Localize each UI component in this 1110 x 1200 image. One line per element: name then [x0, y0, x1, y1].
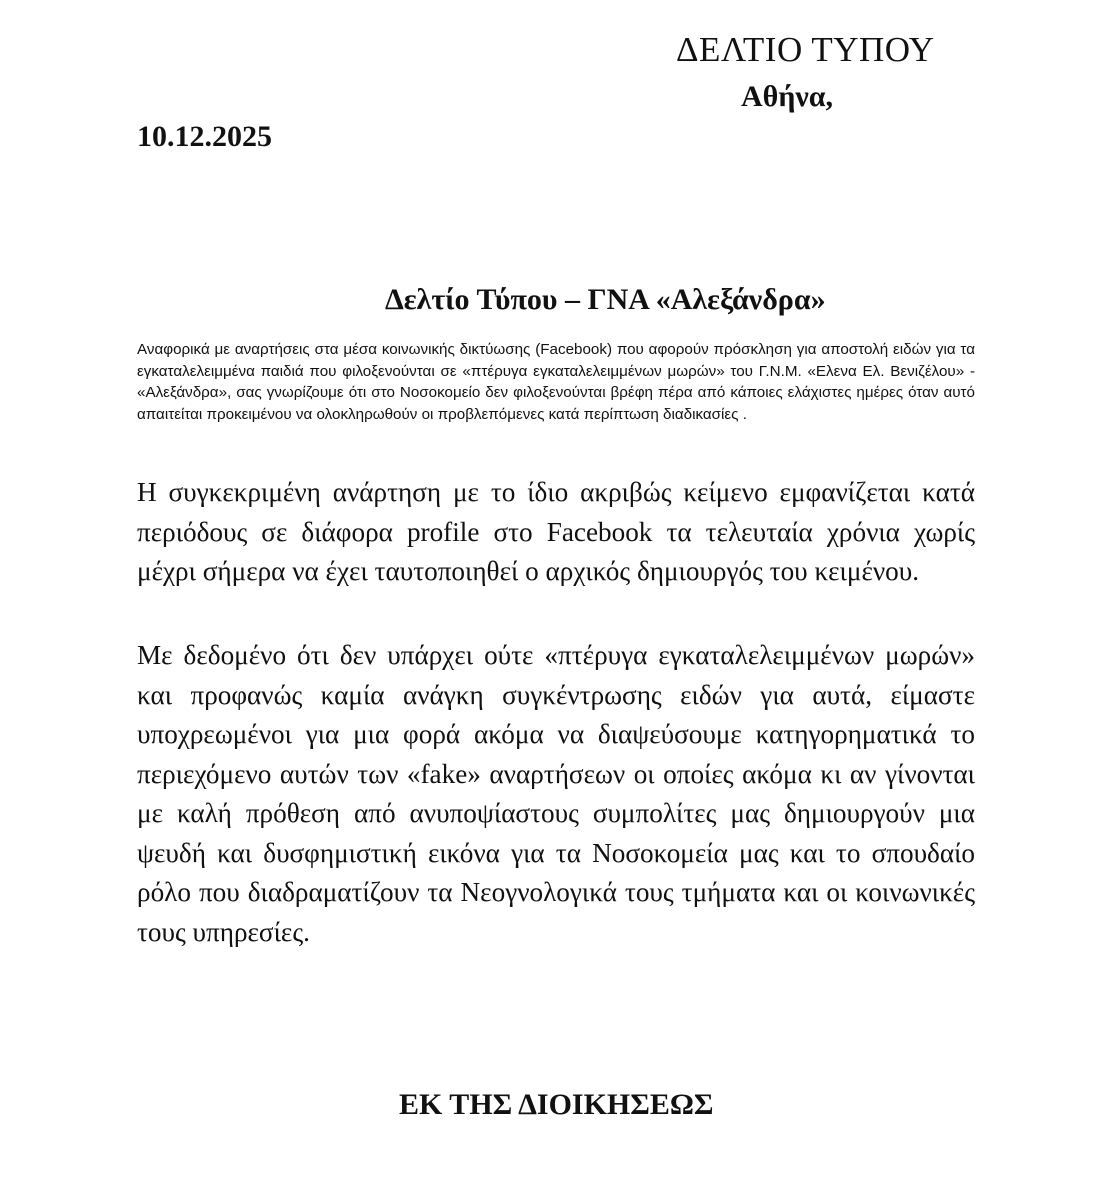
body-paragraph-2: Με δεδομένο ότι δεν υπάρχει ούτε «πτέρυγα εγκαταλελειμμένων μωρών» και προφανώς καμία ανάγκη συγκέντρωσης ειδών για αυτά, είμαστε υποχρεωμένοι για μια φορά ακόμα να διαψεύσουμε κατηγορηματικά το περιεχόμενο αυτών των «fake» αναρτήσεων οι οποίες ακόμα κι αν γίνονται με καλή πρόθεση από ανυποψίαστους συμπολίτες μας δημιουργούν μια ψευδή και δυσφημιστική εικόνα για τα Νοσοκομεία μας και το σπουδαίο ρόλο που διαδραματίζουν τα Νεογνολογικά τους τμήματα και οι κοινωνικές τους υπηρεσίες.: [137, 640, 975, 947]
city-label: Αθήνα,: [741, 80, 834, 113]
document-heading: Δελτίο Τύπου – ΓΝΑ «Αλεξάνδρα»: [385, 283, 826, 316]
press-release-label: ΔΕΛΤΙΟ ΤΥΠΟΥ: [676, 30, 935, 69]
document-date: 10.12.2025: [137, 120, 272, 153]
body-paragraph-1: Η συγκεκριμένη ανάρτηση με το ίδιο ακριβώς κείμενο εμφανίζεται κατά περιόδους σε διάφορα profile στο Facebook τα τελευταία χρόνια χωρίς μέχρι σήμερα να έχει ταυτοποιηθεί ο αρχικός δημιουργός του κειμένου.: [137, 477, 975, 586]
signature-line: ΕΚ ΤΗΣ ΔΙΟΙΚΗΣΕΩΣ: [399, 1088, 714, 1121]
intro-paragraph: Αναφορικά με αναρτήσεις στα μέσα κοινωνικής δικτύωσης (Facebook) που αφορούν πρόσκληση για αποστολή ειδών για τα εγκαταλελειμμένα παιδιά που φιλοξενούνται σε «πτέρυγα εγκαταλελειμμένων μωρών» του Γ.Ν.Μ. «Ελενα Ελ. Βενιζέλου» - «Αλεξάνδρα», σας γνωρίζουμε ότι στο Νοσοκομείο δεν φιλοξενούνται βρέφη πέρα από κάποιες ελάχιστες ημέρες όταν αυτό απαιτείται προκειμένου να ολοκληρωθούν οι προβλεπόμενες κατά περίπτωση διαδικασίες .: [137, 341, 975, 423]
